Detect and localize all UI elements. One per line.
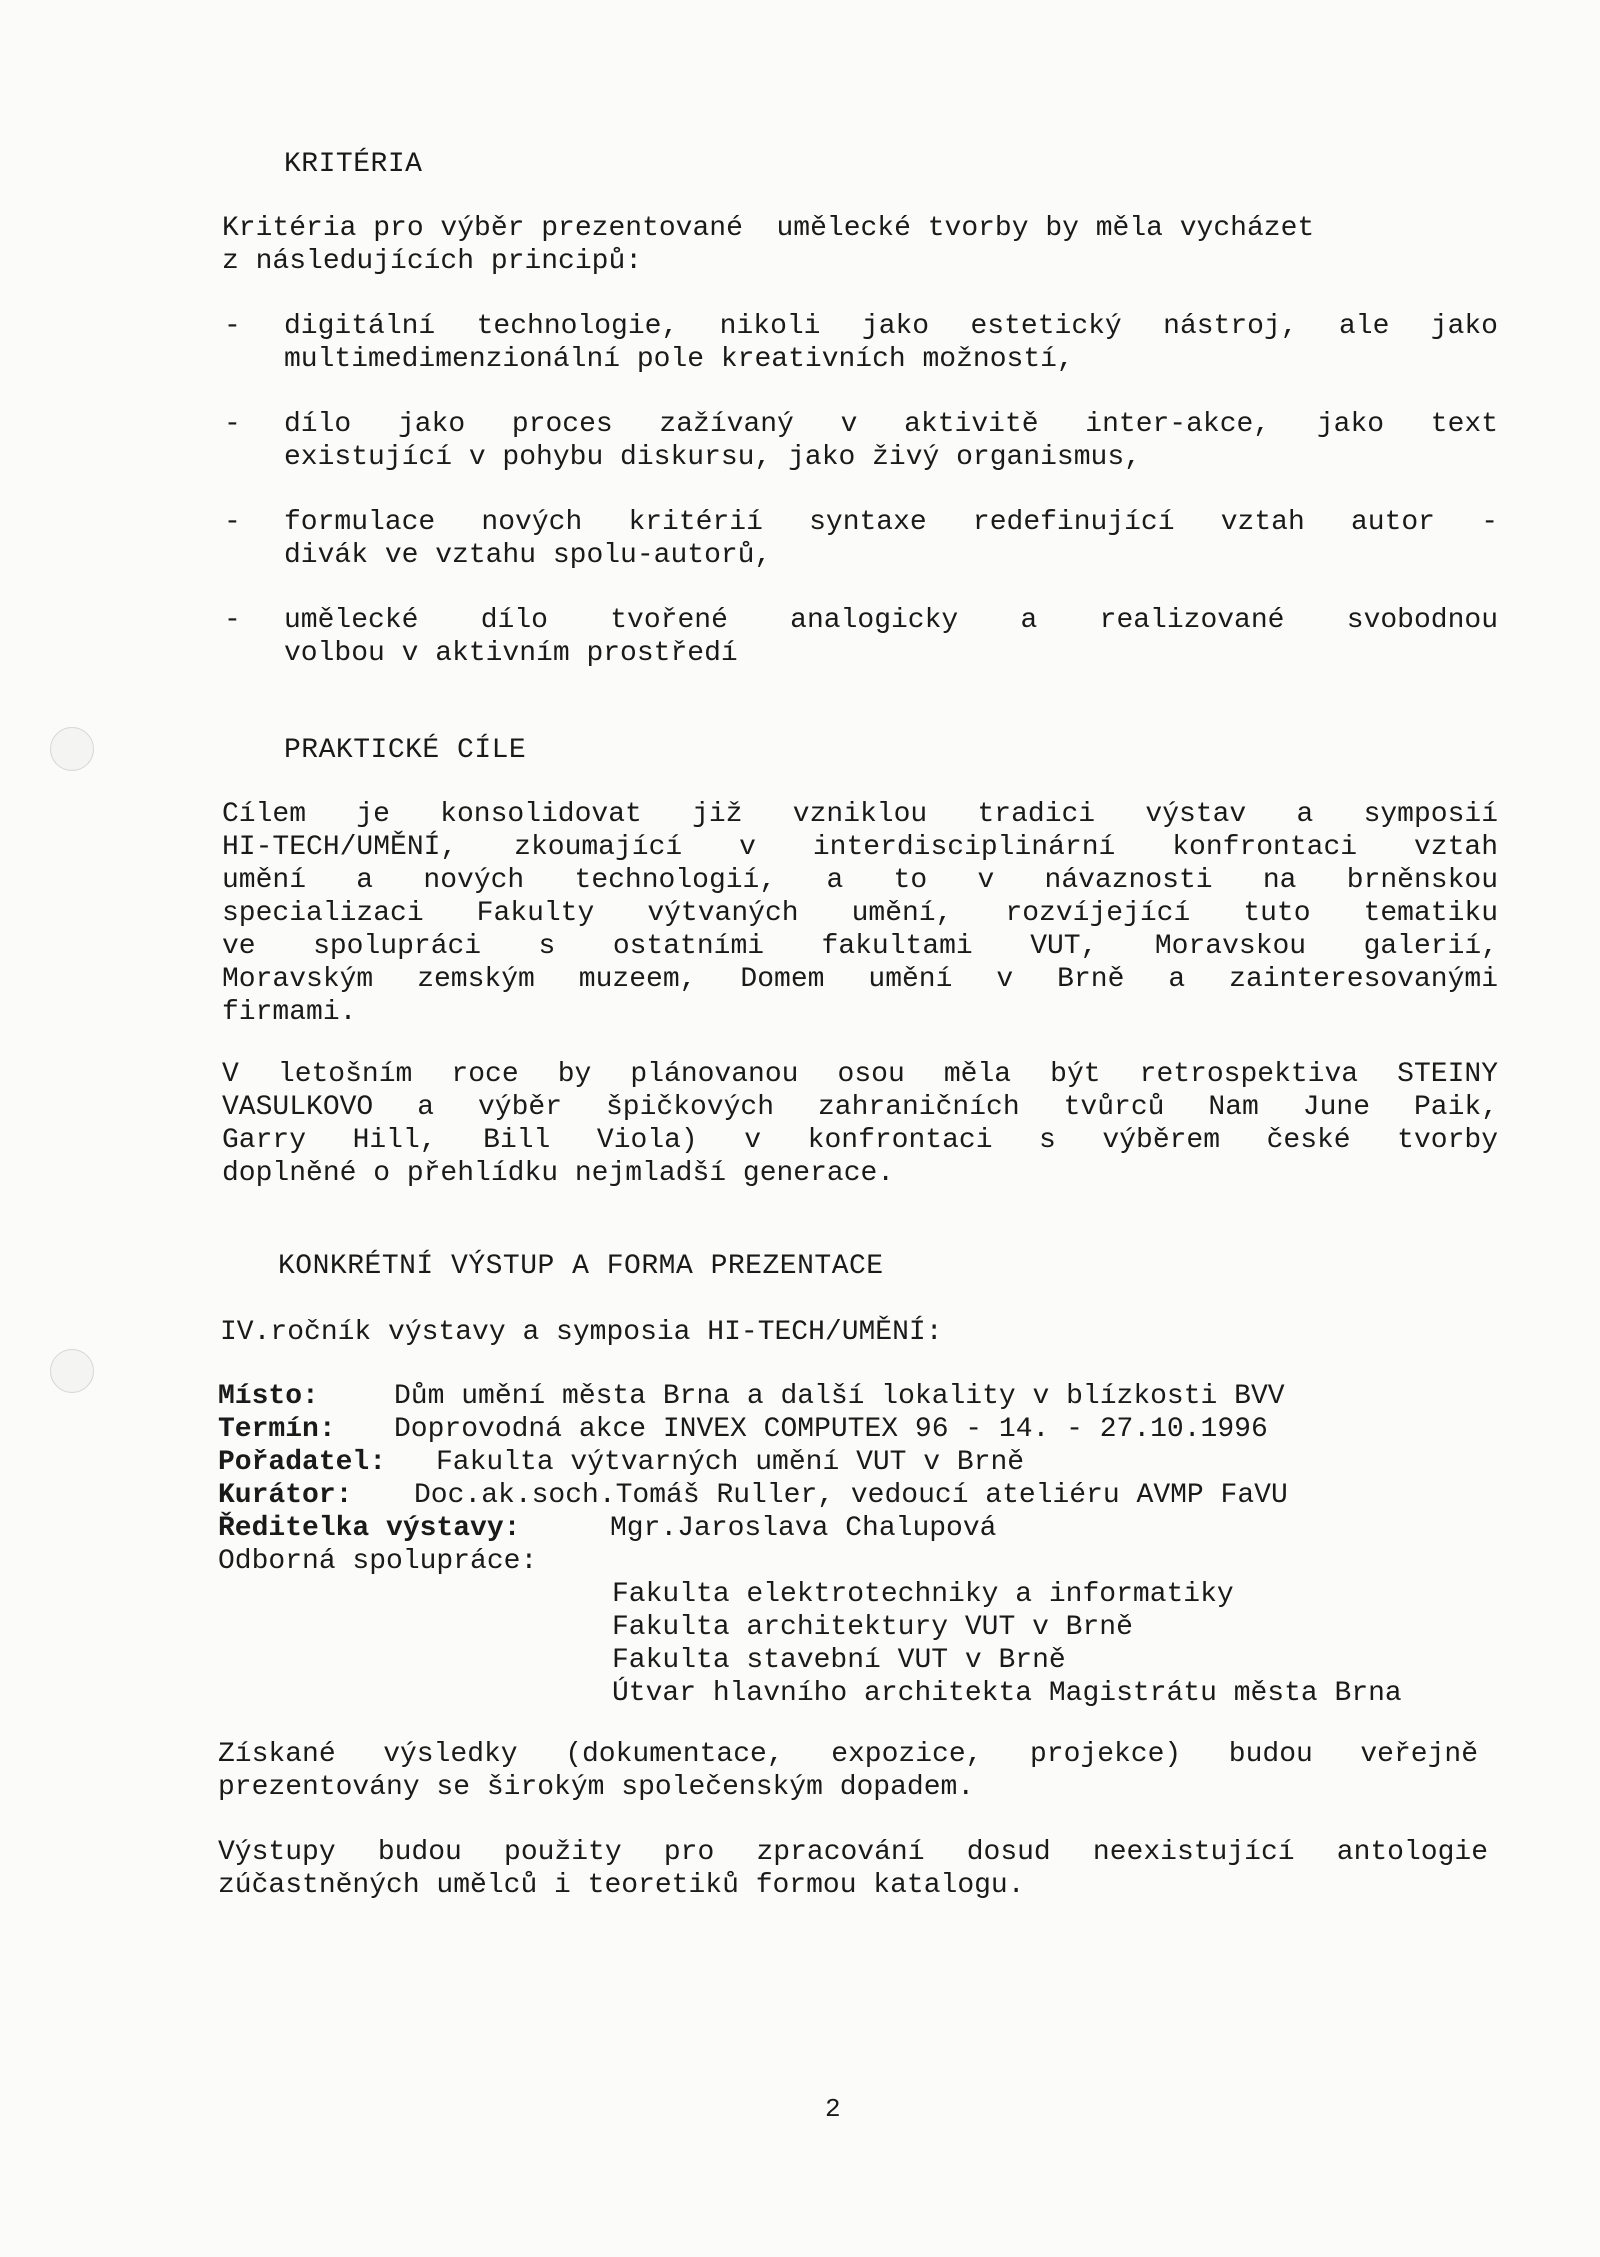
prakticke-para2-line-1: V letošním roce by plánovanou osou měla být retrospektiva STEINY [222,1059,1498,1090]
bullet-dash: - [224,311,241,342]
prakticke-para2-line-3: Garry Hill, Bill Viola) v konfrontaci s výběrem české tvorby [222,1125,1498,1156]
results-line-1: Získané výsledky (dokumentace, expozice, projekce) budou veřejně [218,1739,1478,1770]
bullet-dash: - [224,409,241,440]
bullet-3-line-2: divák ve vztahu spolu-autorů, [284,540,772,571]
kriteria-intro-line-1: Kritéria pro výběr prezentované umělecké tvorby by měla vycházet [222,213,1315,244]
bullet-3-line-1: formulace nových kritérií syntaxe redefinující vztah autor - [284,507,1498,538]
results-line-2: prezentovány se širokým společenským dopadem. [218,1772,975,1803]
detail-value-termin: Doprovodná akce INVEX COMPUTEX 96 - 14. - 27.10.1996 [394,1414,1268,1445]
prakticke-para1-line-3: umění a nových technologií, a to v návaznosti na brněnskou [222,865,1498,896]
detail-label-poradatel: Pořadatel: [218,1447,387,1478]
section-heading-prakticke-cile: PRAKTICKÉ CÍLE [284,735,527,766]
detail-label-reditelka: Ředitelka výstavy: [218,1513,521,1544]
prakticke-para1-line-2: HI-TECH/UMĚNÍ, zkoumající v interdisciplinární konfrontaci vztah [222,832,1498,863]
outputs-line-2: zúčastněných umělců i teoretiků formou katalogu. [218,1870,1025,1901]
detail-value-reditelka: Mgr.Jaroslava Chalupová [610,1513,997,1544]
punch-hole-top [50,727,94,771]
prakticke-para1-line-5: ve spolupráci s ostatními fakultami VUT, Moravskou galerií, [222,931,1498,962]
konkretni-subtitle: IV.ročník výstavy a symposia HI-TECH/UMĚNÍ: [220,1317,943,1348]
bullet-2-line-2: existující v pohybu diskursu, jako živý organismus, [284,442,1141,473]
cooperation-item-3: Fakulta stavební VUT v Brně [612,1645,1066,1676]
section-heading-konkretni-vystup: KONKRÉTNÍ VÝSTUP A FORMA PREZENTACE [278,1251,884,1282]
detail-label-termin: Termín: [218,1414,336,1445]
prakticke-para1-line-6: Moravským zemským muzeem, Domem umění v Brně a zainteresovanými [222,964,1498,995]
detail-label-misto: Místo: [218,1381,319,1412]
bullet-4-line-2: volbou v aktivním prostředí [284,638,738,669]
cooperation-label: Odborná spolupráce: [218,1546,538,1577]
punch-hole-bottom [50,1349,94,1393]
outputs-line-1: Výstupy budou použity pro zpracování dosud neexistující antologie [218,1837,1488,1868]
bullet-2-line-1: dílo jako proces zažívaný v aktivitě inter-akce, jako text [284,409,1498,440]
bullet-1-line-2: multimedimenzionální pole kreativních možností, [284,344,1074,375]
detail-value-poradatel: Fakulta výtvarných umění VUT v Brně [436,1447,1025,1478]
prakticke-para2-line-4: doplněné o přehlídku nejmladší generace. [222,1158,895,1189]
prakticke-para1-line-7: firmami. [222,997,357,1028]
page-number: 2 [825,2094,841,2124]
detail-label-kurator: Kurátor: [218,1480,353,1511]
kriteria-intro-line-2: z následujících principů: [222,246,643,277]
prakticke-para2-line-2: VASULKOVO a výběr špičkových zahraničních tvůrců Nam June Paik, [222,1092,1498,1123]
cooperation-item-1: Fakulta elektrotechniky a informatiky [612,1579,1234,1610]
bullet-4-line-1: umělecké dílo tvořené analogicky a realizované svobodnou [284,605,1498,636]
bullet-dash: - [224,507,241,538]
detail-value-kurator: Doc.ak.soch.Tomáš Ruller, vedoucí ateliéru AVMP FaVU [414,1480,1288,1511]
cooperation-item-2: Fakulta architektury VUT v Brně [612,1612,1133,1643]
prakticke-para1-line-4: specializaci Fakulty výtvaných umění, rozvíjející tuto tematiku [222,898,1498,929]
bullet-dash: - [224,605,241,636]
bullet-1-line-1: digitální technologie, nikoli jako estetický nástroj, ale jako [284,311,1498,342]
detail-value-misto: Dům umění města Brna a další lokality v blízkosti BVV [394,1381,1285,1412]
prakticke-para1-line-1: Cílem je konsolidovat již vzniklou tradici výstav a symposií [222,799,1498,830]
cooperation-item-4: Útvar hlavního architekta Magistrátu města Brna [612,1678,1402,1709]
section-heading-kriteria: KRITÉRIA [284,149,423,180]
